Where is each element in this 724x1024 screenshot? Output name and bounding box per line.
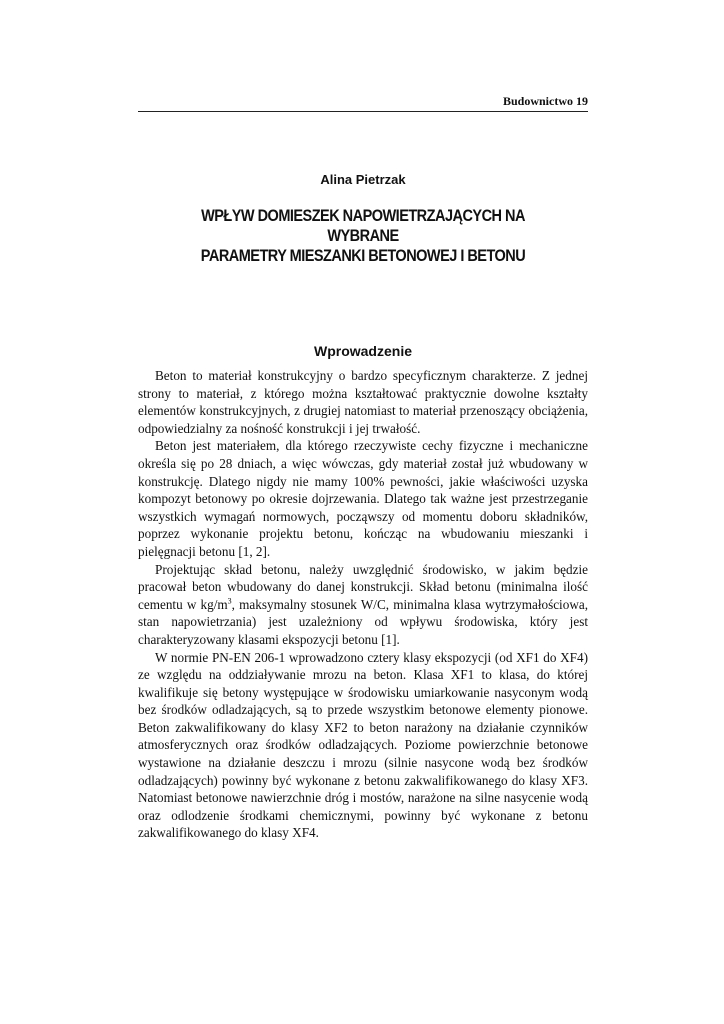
body-text xyxy=(138,367,588,842)
article-title-line-1: WPŁYW DOMIESZEK NAPOWIETRZAJĄCYCH NA WYBRANE xyxy=(201,207,525,245)
superscript-exponent: 3 xyxy=(227,596,232,606)
author-name: Alina Pietrzak xyxy=(320,172,406,187)
header-divider xyxy=(138,111,588,112)
paragraph-3-text-a: Projektując skład betonu, należy uwzględnić środowisko, w jakim będzie pracował beton wbudowany do danej konstrukcji. Skład betonu (minimalna ilość cementu w kg/m xyxy=(138,561,588,612)
paragraph-3 xyxy=(138,561,588,649)
paragraph-1: Beton to materiał konstrukcyjny o bardzo specyficznym charakterze. Z jednej strony to materiał, z którego można kształtować praktycznie dowolne kształty elementów konstrukcyjnych, z drugiej natomiast to materiał przenoszący obciążenia, odpowiedzialny za nośność konstrukcji i jej trwałość. xyxy=(138,368,588,436)
article-title xyxy=(165,206,561,266)
paragraph-3-text-b: , maksymalny stosunek W/C, minimalna klasa wytrzymałościowa, stan napowietrzania) jest uzależniony od wpływu środowiska, który jest charakteryzowany klasami ekspozycji betonu [1]. xyxy=(138,596,588,647)
paragraph-2: Beton jest materiałem, dla którego rzeczywiste cechy fizyczne i mechaniczne określa się po 28 dniach, a więc wówczas, gdy materiał został już wbudowany w konstrukcję. Dlatego nigdy nie mamy 100% pewności, jakie właściwości uzyska kompozyt betonowy po okresie dojrzewania. Dlatego tak ważne jest przestrzeganie wszystkich wymagań normowych, począwszy od momentu doboru składników, poprzez wykonanie projektu betonu, kończąc na wbudowaniu mieszanki i pielęgnacji betonu [1, 2]. xyxy=(138,438,588,559)
article-title-line-2: PARAMETRY MIESZANKI BETONOWEJ I BETONU xyxy=(200,247,526,265)
running-header: Budownictwo 19 xyxy=(502,94,588,108)
paragraph-4: W normie PN-EN 206-1 wprowadzono cztery klasy ekspozycji (od XF1 do XF4) ze względu na oddziaływanie mrozu na beton. Klasa XF1 to klasa, do której kwalifikuje się betony występujące w środowisku umiarkowanie nasyconym wodą bez środków odladzających, są to przede wszystkim betonowe elementy pionowe. Beton zakwalifikowany do klasy XF2 to beton narażony na działanie czynników atmosferycznych oraz środków odladzających. Poziome powierzchnie betonowe wystawione na działanie deszczu i mrozu (silnie nasycone wodą bez środków odladzających) powinny być wykonane z betonu zakwalifikowanego do klasy XF3. Natomiast betonowe nawierzchnie dróg i mostów, narażone na silne nasycenie wodą oraz odlodzenie środkami chemicznymi, powinny być wykonane z betonu zakwalifikowanego do klasy XF4. xyxy=(138,649,588,841)
section-heading: Wprowadzenie xyxy=(313,343,412,359)
